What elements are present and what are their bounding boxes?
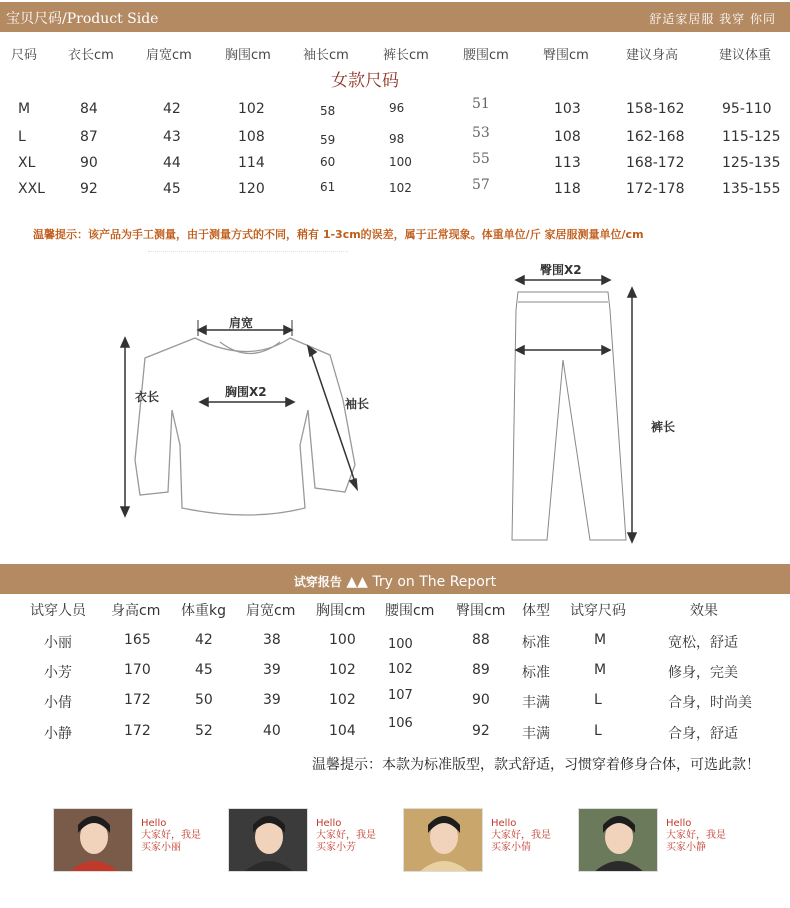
label-chest: 胸围X2 [225,385,267,399]
label-pants-length: 裤长 [651,420,676,434]
model-intro: 大家好，我是 [666,830,726,841]
trial-cell: 39 [263,662,281,678]
trial-header-weight: 体重kg [181,603,226,619]
report-arrows: ▲▲ [346,574,368,590]
label-hip: 臀围X2 [540,263,582,277]
model-hello: Hello [491,818,517,829]
model-name: 买家小倩 [491,842,531,853]
model-name: 买家小静 [666,842,706,853]
trial-cell: 89 [472,662,490,678]
trial-cell: 100 [329,632,356,648]
size-cell: 95-110 [722,101,772,117]
trial-cell: 88 [472,632,490,648]
trial-header-effect: 效果 [690,603,718,619]
col-header-size: 尺码 [11,48,38,63]
trial-cell: 标准 [522,635,550,651]
womens-size-title: 女款尺码 [331,71,399,91]
size-cell: M [18,101,31,117]
size-cell: 84 [80,101,98,117]
col-header-length: 衣长cm [68,48,114,63]
model-name: 买家小芳 [316,842,356,853]
col-header-weight: 建议体重 [719,48,772,63]
size-cell: 118 [554,181,581,197]
trial-cell: 丰满 [522,726,550,742]
model-card [578,808,738,874]
trial-cell: 宽松，舒适 [668,635,738,651]
trial-cell: 172 [124,692,151,708]
trial-cell: 合身，舒适 [668,726,738,742]
size-cell: 108 [238,129,265,145]
style-tip: 温馨提示：本款为标准版型，款式舒适，习惯穿着修身合体，可选此款！ [312,757,760,773]
col-header-pants: 裤长cm [383,48,429,63]
trial-cell: 102 [329,692,356,708]
trial-cell: 丰满 [522,695,550,711]
size-cell: 44 [163,155,181,171]
col-header-hip: 臀围cm [543,48,589,63]
trial-header-chest: 胸围cm [316,603,366,619]
size-cell: 108 [554,129,581,145]
trial-cell: 小倩 [44,695,72,711]
size-cell: 162-168 [626,129,685,145]
trial-cell: 102 [329,662,356,678]
trial-cell: 40 [263,723,281,739]
col-header-height: 建议身高 [626,48,679,63]
model-card [228,808,388,874]
model-card [53,808,213,874]
header-slogan: 舒适家居服 我穿 你同 [649,12,776,26]
model-photo [578,808,658,872]
trial-cell: 52 [195,723,213,739]
trial-cell: 102 [388,662,413,677]
report-title-zh: 试穿报告 [293,575,342,589]
size-cell: 90 [80,155,98,171]
trial-cell: M [594,662,607,678]
size-cell: 120 [238,181,265,197]
model-greeting [141,818,201,854]
size-cell: 55 [472,151,490,167]
trial-cell: L [594,692,602,708]
trial-cell: 90 [472,692,490,708]
size-cell: 98 [389,132,405,146]
size-cell: 92 [80,181,98,197]
size-cell: 51 [472,96,490,112]
trial-cell: 165 [124,632,151,648]
model-intro: 大家好，我是 [141,830,201,841]
size-cell: 96 [389,101,405,115]
shirt-outline [135,338,355,515]
trial-cell: 39 [263,692,281,708]
trial-cell: 小静 [44,726,72,742]
size-cell: 102 [389,181,412,195]
trial-cell: 107 [388,688,413,703]
label-body-length: 衣长 [135,390,160,404]
size-cell: 42 [163,101,181,117]
trial-header-waist: 腰围cm [385,603,435,619]
col-header-waist: 腰围cm [463,48,509,63]
trial-cell: 小芳 [44,665,72,681]
size-cell: 135-155 [722,181,781,197]
size-cell: 61 [320,180,336,194]
size-cell: 125-135 [722,155,781,171]
model-photo [53,808,133,872]
col-header-sleeve: 袖长cm [303,48,349,63]
size-cell: 87 [80,129,98,145]
model-name: 买家小丽 [141,842,181,853]
size-cell: XXL [18,181,45,197]
size-cell: L [18,129,26,145]
label-sleeve: 袖长 [345,397,370,411]
size-cell: 172-178 [626,181,685,197]
trial-header-body-type: 体型 [522,603,550,619]
model-hello: Hello [141,818,167,829]
size-cell: 43 [163,129,181,145]
model-greeting [491,818,551,854]
model-photo [403,808,483,872]
size-cell: 115-125 [722,129,781,145]
size-cell: 168-172 [626,155,685,171]
model-intro: 大家好，我是 [316,830,376,841]
model-intro: 大家好，我是 [491,830,551,841]
model-photo [228,808,308,872]
trial-cell: 104 [329,723,356,739]
col-header-chest: 胸围cm [225,48,271,63]
trial-cell: M [594,632,607,648]
trial-header-size: 试穿尺码 [570,603,626,619]
size-cell: 103 [554,101,581,117]
col-header-shoulder: 肩宽cm [146,48,192,63]
model-greeting [316,818,376,854]
size-cell: 114 [238,155,265,171]
model-hello: Hello [316,818,342,829]
size-cell: 158-162 [626,101,685,117]
trial-header-hip: 臀围cm [456,603,506,619]
model-card [403,808,563,874]
trial-cell: 合身，时尚美 [668,695,752,711]
header-title: 宝贝尺码/Product Side [6,11,159,27]
size-cell: 53 [472,125,490,141]
size-cell: 45 [163,181,181,197]
size-cell: 100 [389,155,412,169]
trial-header-person: 试穿人员 [30,603,86,619]
trial-cell: 106 [388,716,413,731]
measurement-tip: 温馨提示：该产品为手工测量，由于测量方式的不同，稍有 1-3cm的误差，属于正常现象。体重单位/斤 家居服测量单位/cm [33,228,644,241]
report-title-en: Try on The Report [372,574,497,590]
size-cell: 58 [320,104,336,118]
trial-cell: 小丽 [44,635,72,651]
avatar-icon [404,809,483,872]
size-cell: 102 [238,101,265,117]
header-bar [0,2,790,32]
trial-cell: 修身，完美 [668,665,738,681]
size-cell: 60 [320,155,336,169]
avatar-icon [54,809,133,872]
trial-cell: 172 [124,723,151,739]
trial-cell: 38 [263,632,281,648]
garment-diagram [0,250,790,550]
label-shoulder: 肩宽 [229,316,254,330]
trial-cell: 170 [124,662,151,678]
trial-header-shoulder: 肩宽cm [246,603,296,619]
trial-cell: 45 [195,662,213,678]
report-bar [0,564,790,594]
trial-cell: 92 [472,723,490,739]
size-cell: 113 [554,155,581,171]
trial-cell: 50 [195,692,213,708]
avatar-icon [229,809,308,872]
pants-outline [512,292,626,540]
trial-cell: 100 [388,637,413,652]
trial-header-height: 身高cm [111,603,161,619]
avatar-icon [579,809,658,872]
size-cell: 57 [472,177,490,193]
trial-cell: L [594,723,602,739]
measurement-diagram [0,250,790,550]
model-hello: Hello [666,818,692,829]
size-cell: XL [18,155,36,171]
size-cell: 59 [320,133,336,147]
model-greeting [666,818,726,854]
trial-cell: 42 [195,632,213,648]
trial-cell: 标准 [522,665,550,681]
